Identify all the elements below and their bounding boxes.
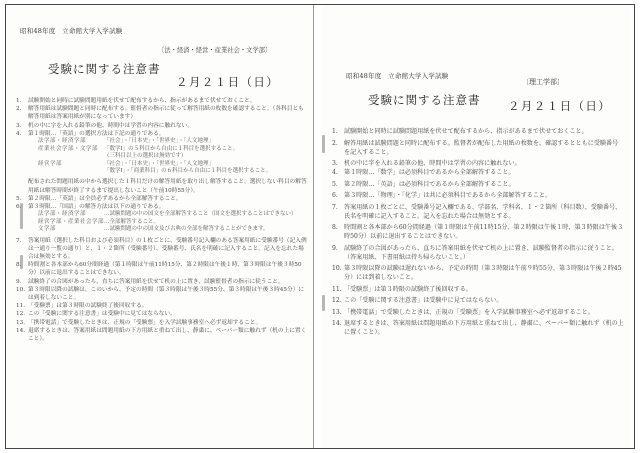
notice-item-text: この「受験に関する注意書」は受験中に見てはならない。 xyxy=(28,311,176,318)
right-faculties: 〔理工学部〕 xyxy=(522,78,564,86)
notice-item-text: 試験開始と同時に試験問題用紙を伏せて配布するから、指示があるまで伏せておくこと。 xyxy=(28,98,256,104)
right-notice-list xyxy=(332,127,624,340)
scan-smudge xyxy=(322,135,325,153)
right-page-date: ２月２１日（日） xyxy=(508,99,612,113)
notice-item xyxy=(332,127,624,136)
right-notice-page xyxy=(322,5,631,448)
right-page-header: 昭和48年度 立命館大学入学試験 xyxy=(346,72,449,80)
notice-item xyxy=(16,327,308,343)
notice-item-text: 時間割と各本部から60分間経過（第１時限は午前11時15分、第２時限は午後１時、第３時限は午後３時50分）以前に退出することはできない。 xyxy=(28,262,302,277)
sub-item-key: 法学部・経済学部 xyxy=(38,138,87,145)
left-page-title: 受験に関する注意書 xyxy=(48,62,161,76)
left-faculties: 〔法・経済・経営・産業社会・文学部〕 xyxy=(158,47,272,54)
notice-item xyxy=(16,278,308,286)
sub-item-key: 法学部・経済学部 xyxy=(38,211,87,218)
notice-item-text: 「携帯電話」で受験したときは、正規の「受験票」を入学試験事務室へ必ず返却すること。 xyxy=(344,308,594,316)
notice-item-number: 13. xyxy=(16,319,26,326)
scan-smudge xyxy=(322,295,325,311)
notice-item xyxy=(16,195,308,203)
notice-item xyxy=(332,296,624,305)
notice-item-text: 解答用紙は試験問題と同時に配布する。監督者の指示に従って解答用紙の枚数を確認すること。（各科目とも解答用紙は答案用紙が別になっています） xyxy=(28,106,304,121)
notice-item xyxy=(16,122,308,130)
sub-item xyxy=(16,211,308,219)
sub-item-key: 経営学部・産業社会学部 xyxy=(38,218,105,225)
notice-item-number: 1. xyxy=(332,128,338,135)
notice-item-number: 6. xyxy=(16,204,22,211)
notice-item xyxy=(332,244,624,262)
notice-item-number: 14. xyxy=(16,327,26,334)
notice-item-number: 8. xyxy=(16,262,22,269)
notice-item xyxy=(16,97,308,105)
notice-item-number: 13. xyxy=(332,308,342,316)
notice-item-text: 退席するときは、答案用紙は問題用紙の下方用紙と重ねて出し、静粛に、ペーパー類に触れず（机の上に置くこと）。 xyxy=(344,320,624,336)
notice-item-text: 第２時限…「英語」は必須科目であるから全部解答すること。 xyxy=(344,180,515,188)
notice-item xyxy=(332,203,624,221)
notice-item xyxy=(16,130,308,138)
notice-item xyxy=(16,310,308,318)
notice-item-text: 第１時限…「英語」の選択方法は下記の通りである。 xyxy=(28,130,165,137)
notice-item-text: 答案用紙の１枚ごとに、受験番号記入欄である、学部名、学科名、１・２箇所（科目数）、受験番号、氏名を明確に記入すること。記入を忘れた場合は無効とする。 xyxy=(344,203,622,220)
notice-item-number: 4. xyxy=(16,130,22,137)
notice-item xyxy=(332,168,624,177)
notice-item-text: 第３時限以降の試験は、このいから、予定の時間（第３時限は午後３時55分、第３時限は午後３時45分）には到着しないこと。 xyxy=(28,286,305,301)
notice-item-number: 7. xyxy=(16,237,22,244)
notice-item-text: 第３時限以降の試験は遅れないから、予定の時間（第３時限は午前９時55分、第３時限は午後２時45分）には到着しないこと。 xyxy=(344,265,622,281)
sub-item-key: 文学部 xyxy=(38,226,57,233)
scan-smudge xyxy=(20,203,23,229)
notice-item-number: 5. xyxy=(332,180,338,188)
notice-item-text: 試験開始と同時に試験問題用紙を伏せて配布するから、指示があるまで伏せておくこと。 xyxy=(344,128,588,135)
notice-item-number: 3. xyxy=(16,122,22,129)
sub-item-text: …全部解答すること。 xyxy=(104,218,160,225)
notice-item-number: 2. xyxy=(16,106,22,113)
notice-item xyxy=(16,286,308,302)
notice-item-text: 試験終了の合図があったら、直ちに答案用紙を伏せて机の上に置き、試験監督者の指示に従うこと。（答案用紙、下書用紙は持ち帰らないこと。） xyxy=(344,244,618,261)
notice-item xyxy=(332,319,624,337)
notice-item-number: 14. xyxy=(332,320,342,327)
sub-item xyxy=(16,226,308,234)
notice-item-text: 解答用紙は試験問題と同時に配布する。監督者が配布した用紙の枚数を、確認するとともに受験番号を記入すること。 xyxy=(344,139,619,156)
sub-item xyxy=(16,138,308,146)
notice-item xyxy=(16,105,308,121)
notice-item xyxy=(332,139,624,157)
notice-item-number: 8. xyxy=(332,224,338,231)
left-page-date: ２月２１日（日） xyxy=(176,75,280,89)
notice-item-text: 第３時限…「物理」・「化学」は共に必須科目であるから全部解答すること。 xyxy=(344,192,552,199)
notice-item-number: 12. xyxy=(332,297,342,304)
left-notice-page xyxy=(8,5,314,448)
notice-item-text: 第３時限…「国語」の解答方法は以下の通りである。 xyxy=(28,204,165,211)
sub-item-text: …試験問題の中の国文を全部解答すること（国文を選択することはできない） xyxy=(104,211,297,218)
notice-item-number: 12. xyxy=(16,311,26,318)
spacer xyxy=(332,337,624,340)
notice-item-text: 試験終了の合図があったら、直ちに答案用紙を伏せて机の上に置き、試験監督者の指示に従うこと。 xyxy=(28,278,284,285)
notice-item-number: 11. xyxy=(16,303,26,310)
notice-item xyxy=(332,191,624,200)
scan-smudge xyxy=(20,255,23,269)
notice-item-text: 答案用紙（選択した科目および必須科目）の１枚ごとに、受験番号記入欄のある答案用紙に受験番号（記入例は一通り一覧の通り）と、１・２箇所（受験番号）、受験番号、氏名を明確に記入すること。記入を忘れた場合は無効とする。 xyxy=(28,237,307,260)
notice-item-text: 第２時限…「英語」は全員必ずあるから全部解答すること。 xyxy=(28,195,182,202)
notice-item-number: 10. xyxy=(16,286,26,293)
notice-item-text: 時間割と各本部から60分間経過（第１時限は午前11時15分、第２時限は午後１時、第３時限は午後３時50分）以前に退出することはできない。 xyxy=(344,224,624,240)
sub-item-key: 産業社会学部・文学部 xyxy=(38,145,99,152)
notice-item-number: 3. xyxy=(332,160,338,167)
notice-item xyxy=(332,285,624,294)
notice-item xyxy=(332,159,624,168)
notice-item-number: 10. xyxy=(332,265,342,272)
sub-item xyxy=(16,153,308,161)
notice-item xyxy=(16,261,308,277)
sub-item-text: …試験問題の中の国文及び古典の全部を解答することができます。 xyxy=(104,226,269,233)
notice-item xyxy=(332,180,624,189)
notice-item xyxy=(332,264,624,282)
notice-item-number: 9. xyxy=(16,278,22,285)
notice-item-text: 「受験票」は第３時限の試験終了後回収する。 xyxy=(28,303,148,310)
notice-item xyxy=(16,302,308,310)
left-notice-list xyxy=(16,97,308,343)
notice-item xyxy=(16,178,308,194)
notice-item xyxy=(16,319,308,327)
notice-item-text: 第１時限…「数学」は必須科目であるから全部解答すること。 xyxy=(344,169,515,176)
notice-item-number: 4. xyxy=(332,169,338,176)
notice-item-text: 「受験票」は第３時限の試験終了後回収する。 xyxy=(344,285,472,293)
notice-item-text: 配布された問題用紙の中から選択した１科目だけの解答用紙を取り出し解答すること。選択しない科目の解答用紙は解答時間が終了するまで提出しないこと（午前10時55分）。 xyxy=(28,179,307,194)
notice-item-text: 退席するときは、答案用紙は問題用紙の下方用紙と重ねて出し、静粛に、ペーパー類に触れず（机の上に置くこと）。 xyxy=(28,327,307,343)
notice-item-number: 1. xyxy=(16,98,22,104)
notice-item xyxy=(332,308,624,317)
notice-item-text: この「受験に関する注意書」は受験中に見てはならない。 xyxy=(344,297,503,304)
sub-item-text: 「数学Ⅰ」の５科目から自由に１科目を選択すること。 xyxy=(104,145,239,152)
notice-item-number: 5. xyxy=(16,195,22,202)
sub-item xyxy=(16,168,308,176)
sub-item-text: 「社会」・「日本史」・「世界史」・「人文地理」 xyxy=(104,138,215,145)
notice-item-number: 6. xyxy=(332,192,338,199)
notice-item xyxy=(332,223,624,241)
sub-item-text: 「数学Ⅰ」・「商業科目」の６科目から自由に１科目を選択すること。 xyxy=(104,168,272,175)
notice-item-number: 2. xyxy=(332,139,338,147)
sub-item-text: 「社会」・「日本史」・「世界史」・「人文地理」 xyxy=(104,160,215,167)
notice-item-text: 机の中に字を入れる鉛筆の他、時間中は学習の内容に触れない。 xyxy=(28,122,193,129)
right-page-title: 受験に関する注意書 xyxy=(368,93,481,107)
notice-item xyxy=(16,237,308,262)
notice-item-number: 9. xyxy=(332,244,338,252)
notice-item-text: 机の中に字を入れる鉛筆の他、時間中は学習の内容に触れない。 xyxy=(344,160,521,167)
notice-item-text: 「携帯電話」で受験したときは、正規の「受験票」を入学試験事務室へ必ず返却すること。 xyxy=(28,319,262,326)
sub-item-text: （三科目以上の選択は無効です） xyxy=(104,153,187,160)
left-page-header: 昭和48年度 立命館大学入学試験 xyxy=(20,27,123,35)
notice-item-number: 7. xyxy=(332,203,338,211)
sub-item-key: 経営学部 xyxy=(38,160,63,167)
notice-item-number: 11. xyxy=(332,285,342,293)
